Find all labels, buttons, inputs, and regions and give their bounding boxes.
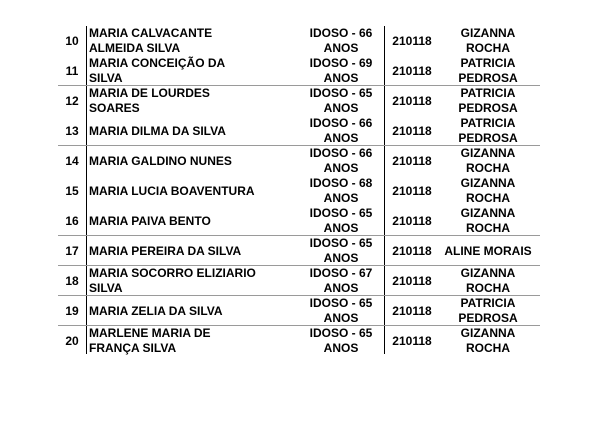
- table-row: [58, 326, 540, 356]
- person-name: MARIA CONCEIÇÃO DA SILVA: [89, 56, 226, 85]
- row-number: 13: [65, 123, 79, 138]
- table-row: [58, 206, 540, 236]
- person-name: MARIA CALVACANTE ALMEIDA SILVA: [89, 26, 213, 55]
- beneficiary-table: [58, 26, 540, 356]
- record-code: 210118: [392, 33, 432, 48]
- row-number: 14: [65, 153, 79, 168]
- responsible-agent: GIZANNA ROCHA: [460, 26, 516, 55]
- table-row: [58, 26, 540, 56]
- responsible-agent: PATRICIA PEDROSA: [458, 86, 518, 115]
- row-number: 16: [65, 213, 79, 228]
- age-category: IDOSO - 67 ANOS: [309, 266, 373, 295]
- record-code: 210118: [392, 213, 432, 228]
- record-code: 210118: [392, 63, 432, 78]
- table-row: [58, 266, 540, 296]
- row-number: 11: [65, 63, 79, 78]
- responsible-agent: GIZANNA ROCHA: [460, 206, 516, 235]
- person-name: MARIA SOCORRO ELIZIARIO SILVA: [89, 266, 256, 295]
- responsible-agent: GIZANNA ROCHA: [460, 146, 516, 175]
- responsible-agent: PATRICIA PEDROSA: [458, 56, 518, 85]
- row-number: 20: [65, 333, 79, 348]
- record-code: 210118: [392, 303, 432, 318]
- age-category: IDOSO - 68 ANOS: [309, 176, 373, 205]
- record-code: 210118: [392, 183, 432, 198]
- responsible-agent: GIZANNA ROCHA: [460, 266, 516, 295]
- responsible-agent: ALINE MORAIS: [444, 243, 532, 258]
- responsible-agent: GIZANNA ROCHA: [460, 176, 516, 205]
- table-row: [58, 296, 540, 326]
- responsible-agent: PATRICIA PEDROSA: [458, 296, 518, 325]
- person-name: MARIA GALDINO NUNES: [89, 153, 232, 168]
- table-row: [58, 86, 540, 116]
- row-number: 12: [65, 93, 79, 108]
- row-number: 15: [65, 183, 79, 198]
- table-row: [58, 146, 540, 176]
- record-code: 210118: [392, 333, 432, 348]
- table-row: [58, 236, 540, 266]
- table-row: [58, 116, 540, 146]
- age-category: IDOSO - 65 ANOS: [309, 86, 373, 115]
- row-number: 17: [65, 243, 79, 258]
- responsible-agent: PATRICIA PEDROSA: [458, 116, 518, 145]
- person-name: MARIA LUCIA BOAVENTURA: [89, 183, 255, 198]
- record-code: 210118: [392, 153, 432, 168]
- record-code: 210118: [392, 93, 432, 108]
- age-category: IDOSO - 66 ANOS: [309, 26, 373, 55]
- person-name: MARIA PEREIRA DA SILVA: [89, 243, 242, 258]
- table-row: [58, 56, 540, 86]
- row-number: 18: [65, 273, 79, 288]
- row-number: 10: [65, 33, 79, 48]
- person-name: MARIA DILMA DA SILVA: [89, 123, 226, 138]
- age-category: IDOSO - 66 ANOS: [309, 116, 373, 145]
- responsible-agent: GIZANNA ROCHA: [460, 326, 516, 355]
- record-code: 210118: [392, 243, 432, 258]
- person-name: MARIA ZELIA DA SILVA: [89, 303, 223, 318]
- age-category: IDOSO - 65 ANOS: [309, 206, 373, 235]
- person-name: MARIA DE LOURDES SOARES: [89, 86, 210, 115]
- age-category: IDOSO - 65 ANOS: [309, 326, 373, 355]
- age-category: IDOSO - 65 ANOS: [309, 236, 373, 265]
- row-number: 19: [65, 303, 79, 318]
- age-category: IDOSO - 65 ANOS: [309, 296, 373, 325]
- person-name: MARIA PAIVA BENTO: [89, 213, 211, 228]
- table-row: [58, 176, 540, 206]
- age-category: IDOSO - 66 ANOS: [309, 146, 373, 175]
- person-name: MARLENE MARIA DE FRANÇA SILVA: [89, 326, 211, 355]
- record-code: 210118: [392, 273, 432, 288]
- age-category: IDOSO - 69 ANOS: [309, 56, 373, 85]
- record-code: 210118: [392, 123, 432, 138]
